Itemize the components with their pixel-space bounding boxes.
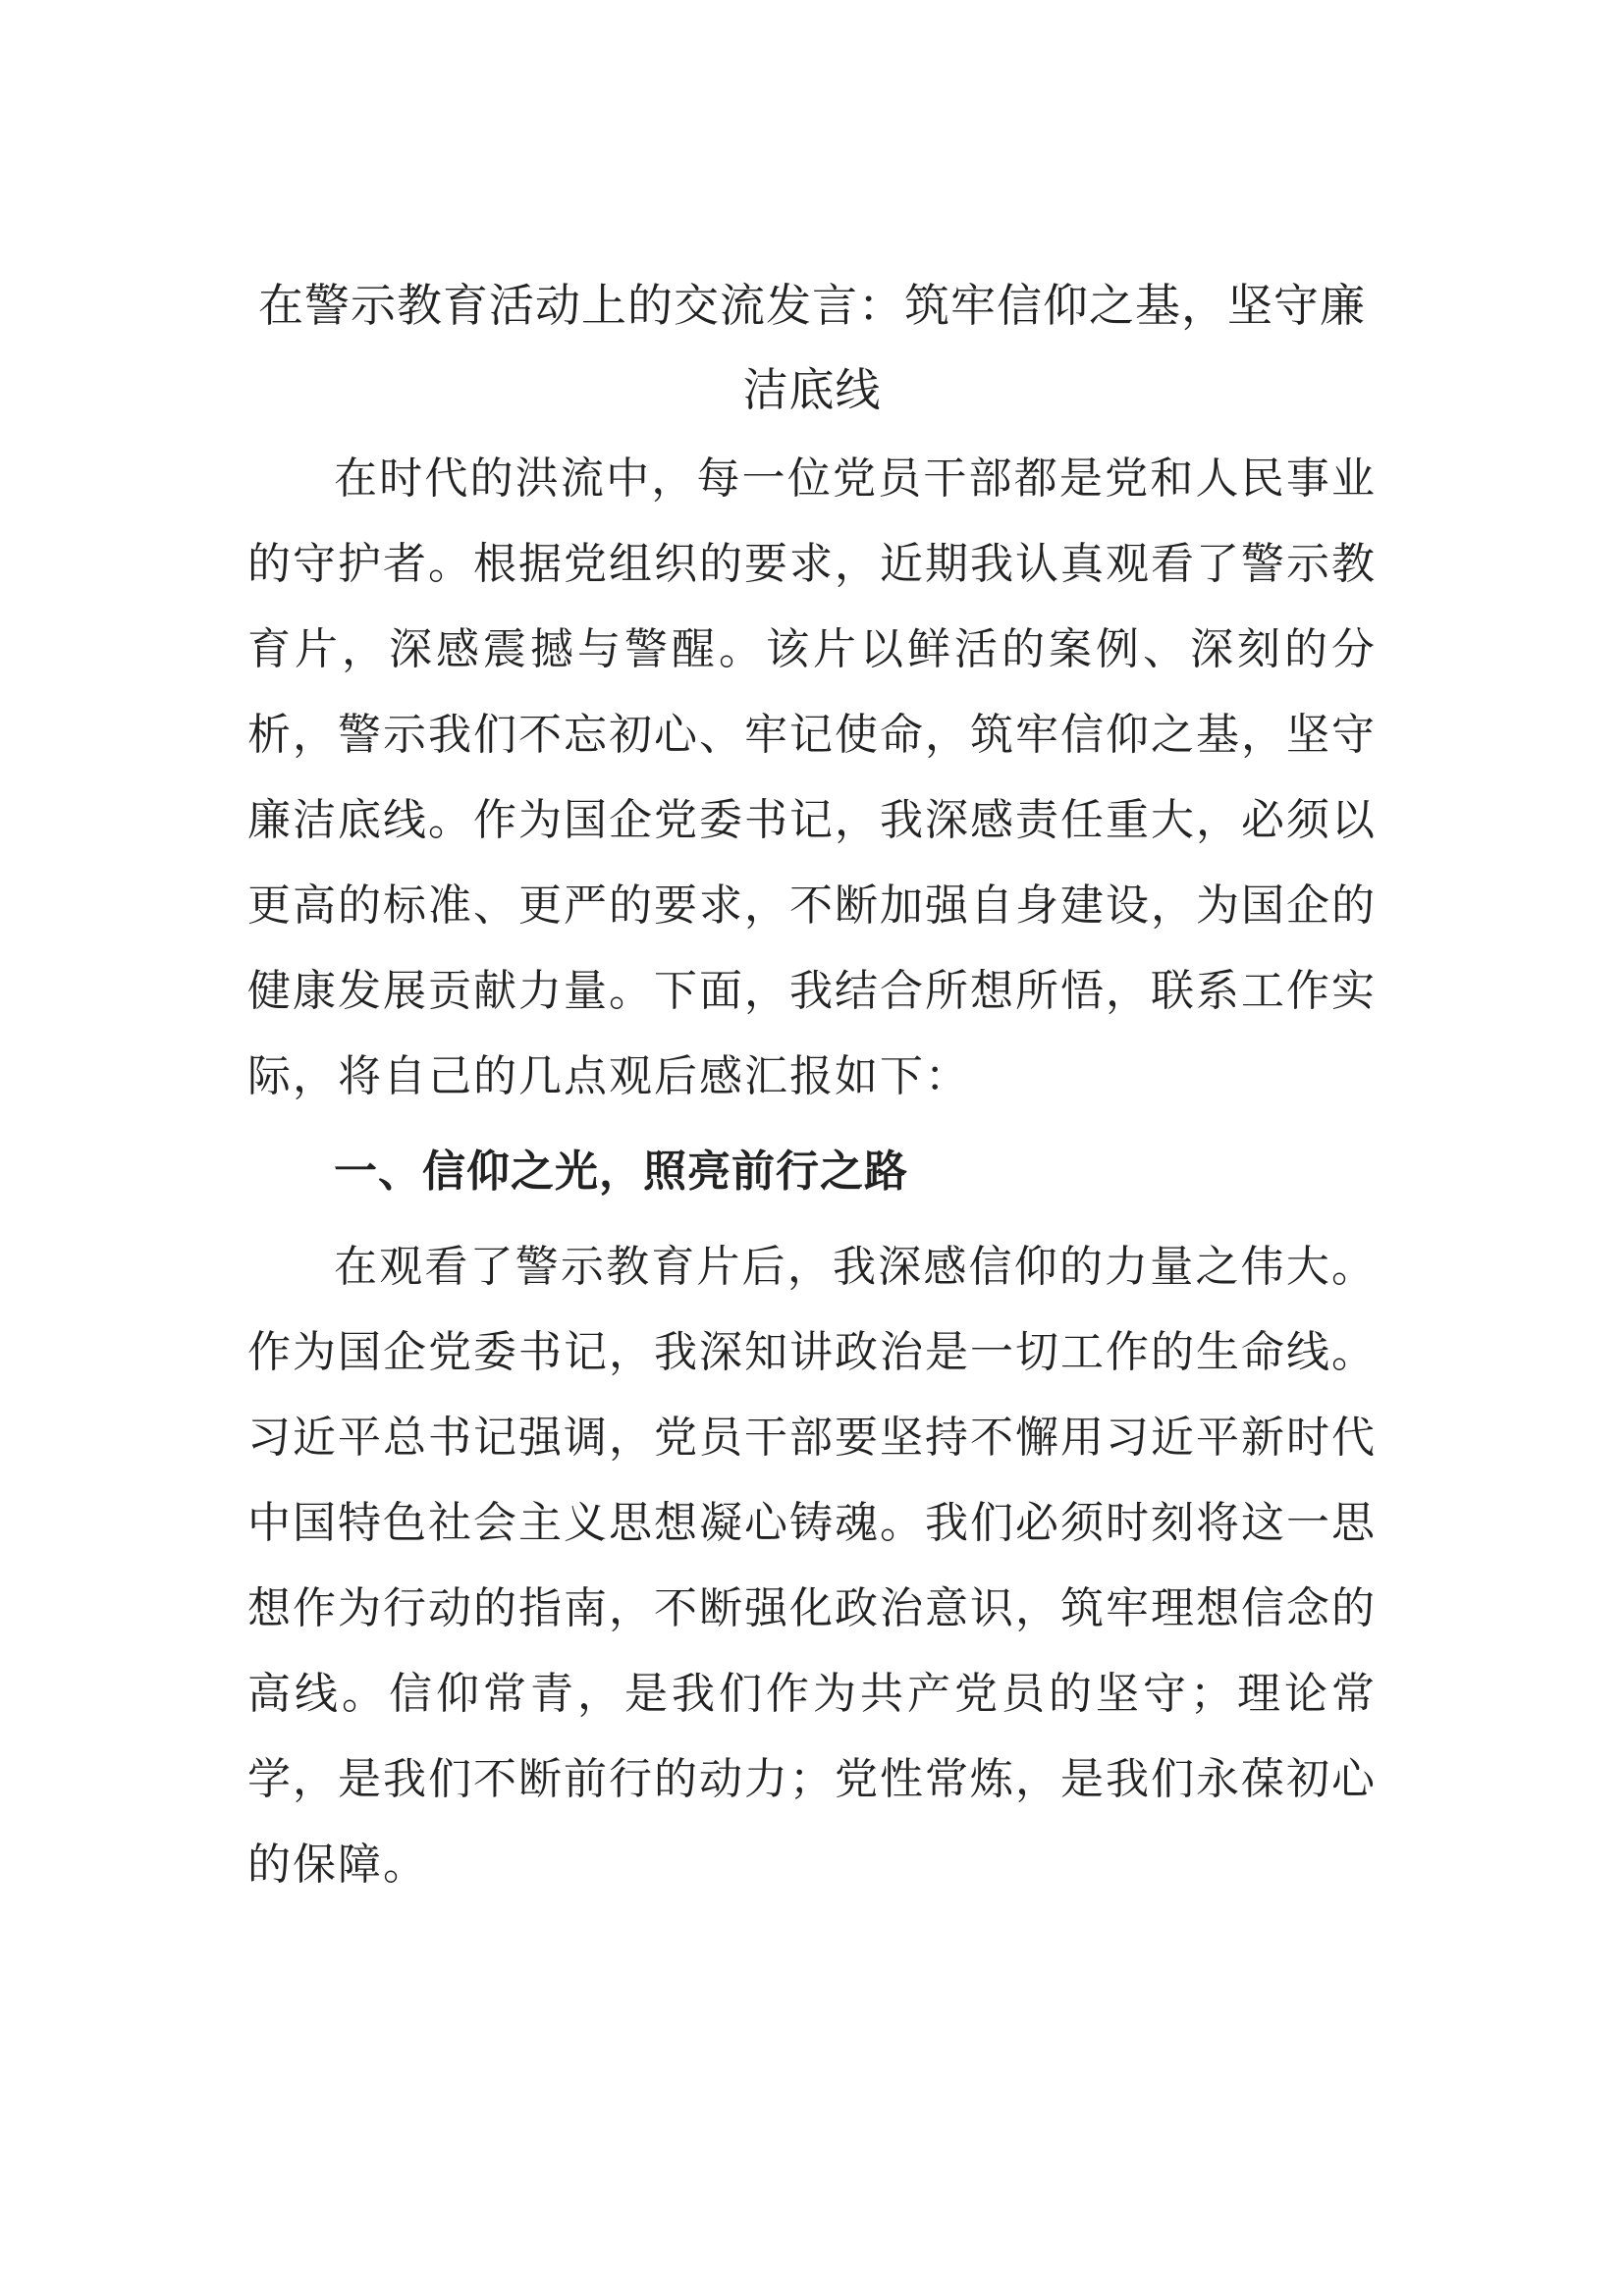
document-page [247, 263, 1377, 1907]
section-1-paragraph: 在观看了警示教育片后，我深感信仰的力量之伟大。作为国企党委书记，我深知讲政治是一切工作的生命线。习近平总书记强调，党员干部要坚持不懈用习近平新时代中国特色社会主义思想凝心铸魂。我们必须时刻将这一思想作为行动的指南，不断强化政治意识，筑牢理想信念的高线。信仰常青，是我们作为共产党员的坚守；理论常学，是我们不断前行的动力；党性常炼，是我们永葆初心的保障。 [247, 1242, 1377, 1890]
section-heading-1: 一、信仰之光，照亮前行之路 [334, 1147, 908, 1197]
intro-paragraph: 在时代的洪流中，每一位党员干部都是党和人民事业的守护者。根据党组织的要求，近期我认真观看了警示教育片，深感震撼与警醒。该片以鲜活的案例、深刻的分析，警示我们不忘初心、牢记使命，筑牢信仰之基，坚守廉洁底线。作为国企党委书记，我深感责任重大，必须以更高的标准、更严的要求，不断加强自身建设，为国企的健康发展贡献力量。下面，我结合所想所悟，联系工作实际，将自己的几点观后感汇报如下： [247, 454, 1377, 1101]
document-title: 在警示教育活动上的交流发言：筑牢信仰之基，坚守廉洁底线 [258, 279, 1366, 416]
